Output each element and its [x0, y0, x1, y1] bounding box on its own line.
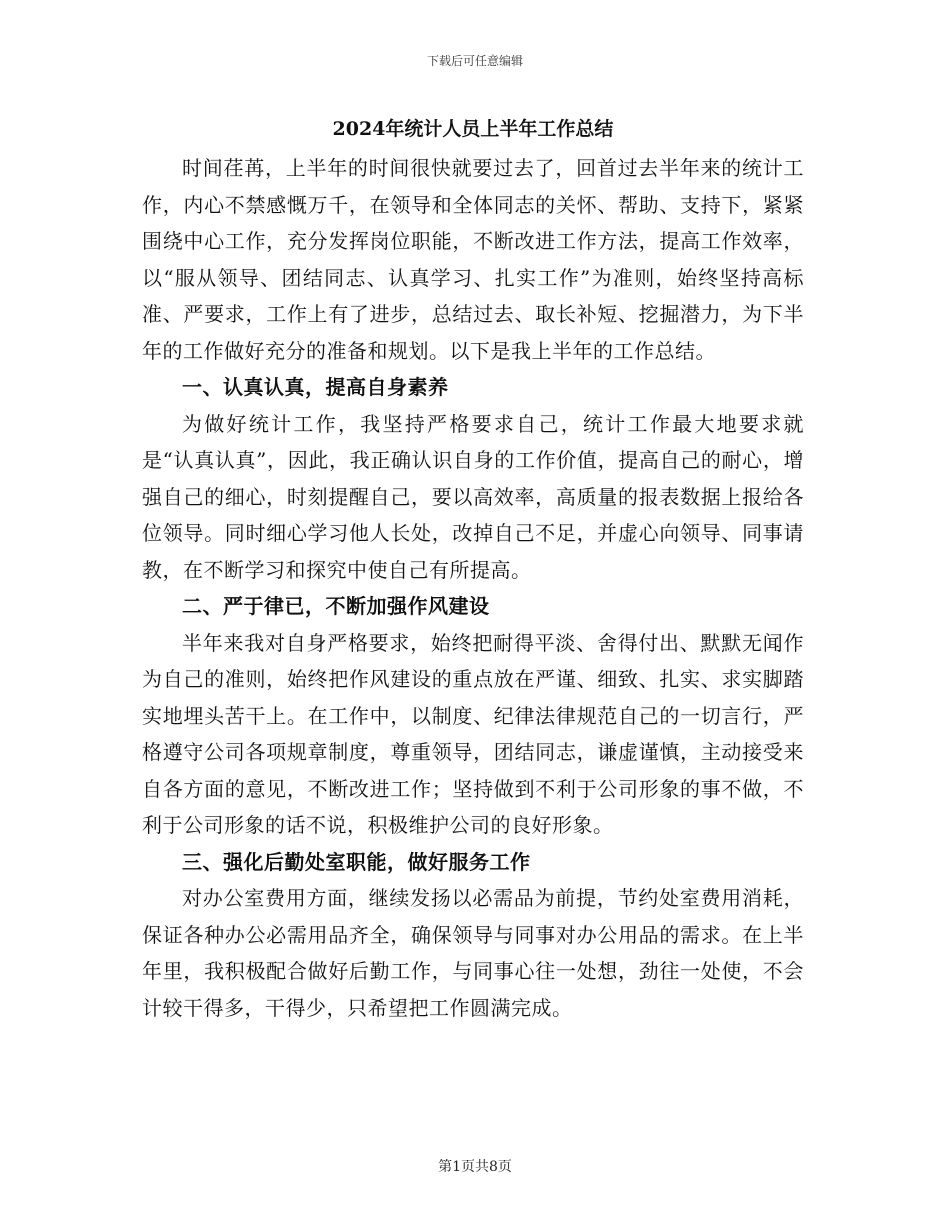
section-2-heading: 二、严于律已，不断加强作风建设: [182, 594, 490, 618]
page-footer: 第1页共8页: [438, 1159, 512, 1175]
section-3-paragraph: 对办公室费用方面，继续发扬以必需品为前提，节约处室费用消耗，保证各种办公必需用品齐全，确保领导与同事对办公用品的需求。在上半年里，我积极配合做好后勤工作，与同事心往一处想，劲往一处使，不会计较干得多，干得少，只希望把工作圆满完成。: [142, 886, 804, 1020]
document-title: 2024年统计人员上半年工作总结: [332, 118, 614, 140]
header-note: 下载后可任意编辑: [426, 54, 523, 68]
document-body: [142, 112, 804, 1026]
intro-paragraph: 时间荏苒，上半年的时间很快就要过去了，回首过去半年来的统计工作，内心不禁感慨万千，在领导和全体同志的关怀、帮助、支持下，紧紧围绕中心工作，充分发挥岗位职能，不断改进工作方法，提高工作效率，以“服从领导、团结同志、认真学习、扎实工作”为准则，始终坚持高标准、严要求，工作上有了进步，总结过去、取长补短、挖掘潜力，为下半年的工作做好充分的准备和规划。以下是我上半年的工作总结。: [142, 156, 804, 363]
section-1-paragraph: 为做好统计工作，我坚持严格要求自己，统计工作最大地要求就是“认真认真”，因此，我正确认识自身的工作价值，提高自己的耐心，增强自己的细心，时刻提醒自己，要以高效率，高质量的报表数据上报给各位领导。同时细心学习他人长处，改掉自己不足，并虚心向领导、同事请教，在不断学习和探究中使自己有所提高。: [142, 411, 804, 582]
section-3-heading: 三、强化后勤处室职能，做好服务工作: [182, 849, 531, 874]
section-2-paragraph: 半年来我对自身严格要求，始终把耐得平淡、舍得付出、默默无闻作为自己的准则，始终把作风建设的重点放在严谨、细致、扎实、求实脚踏实地埋头苦干上。在工作中，以制度、纪律法律规范自己的一切言行，严格遵守公司各项规章制度，尊重领导，团结同志，谦虚谨慎，主动接受来自各方面的意见，不断改进工作；坚持做到不利于公司形象的事不做，不利于公司形象的话不说，积极维护公司的良好形象。: [142, 630, 804, 837]
section-1-heading: 一、认真认真，提高自身素养: [182, 375, 449, 399]
